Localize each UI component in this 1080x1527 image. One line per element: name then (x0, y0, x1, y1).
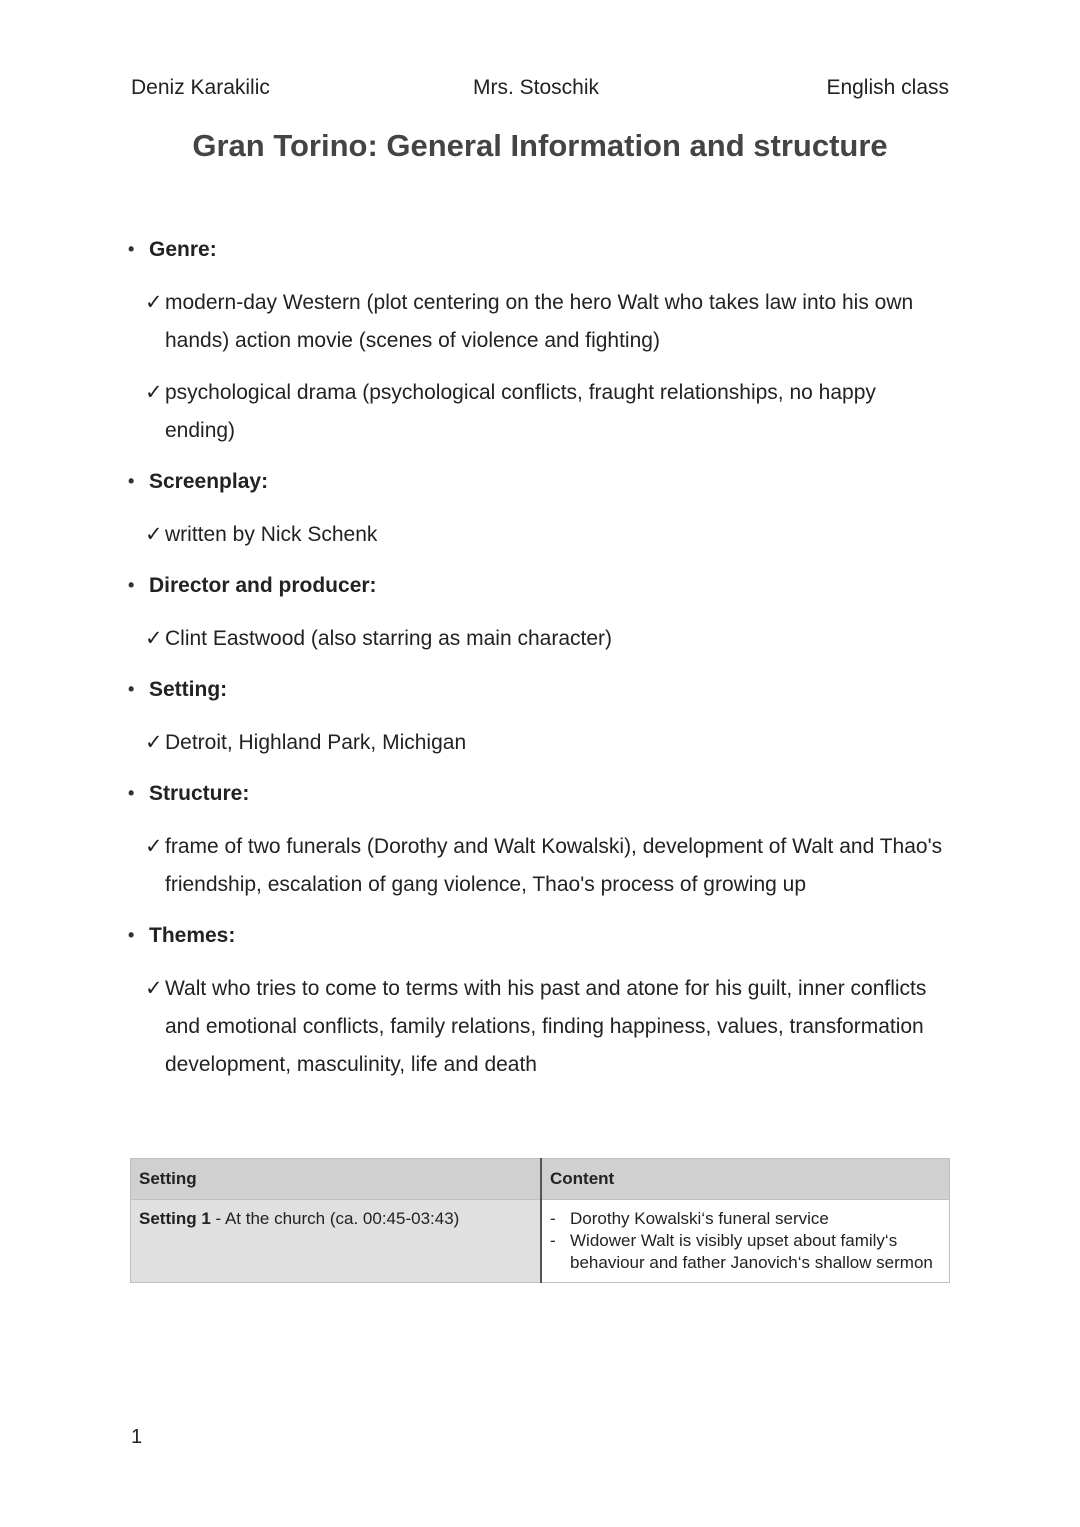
item-text: Detroit, Highland Park, Michigan (165, 731, 467, 754)
item-text: Walt who tries to come to terms with his past and atone for his guilt, inner conflicts and emotional conflicts, family relations, finding happiness, values, transformation development, masculinity, life and death (165, 977, 927, 1076)
section-heading: Screenplay: (149, 470, 269, 493)
dash-icon: - (550, 1231, 556, 1250)
section-heading: Themes: (149, 924, 236, 947)
section-structure (0, 776, 1080, 918)
checkmark-icon: ✓ (145, 381, 163, 404)
section-themes (0, 918, 1080, 1084)
list-item (145, 284, 950, 360)
item-text: frame of two funerals (Dorothy and Walt Kowalski), development of Walt and Thao's friendship, escalation of gang violence, Thao's process of growing up (165, 835, 943, 896)
setting-detail: - At the church (ca. 00:45-03:43) (210, 1209, 460, 1228)
list-item (145, 374, 950, 450)
content-list (550, 1208, 941, 1274)
list-item: - Dorothy Kowalski‘s funeral service (550, 1209, 829, 1228)
content-cell (541, 1200, 950, 1283)
list-item (145, 828, 950, 904)
section-genre (0, 232, 1080, 464)
info-sections (0, 232, 1080, 1084)
section-heading: Structure: (149, 782, 250, 805)
checkmark-icon: ✓ (145, 731, 163, 754)
bullet-icon: • (128, 471, 135, 491)
setting-cell (131, 1200, 542, 1283)
checkmark-icon: ✓ (145, 835, 163, 858)
section-setting (0, 672, 1080, 776)
bullet-icon: • (128, 679, 135, 699)
section-director (0, 568, 1080, 672)
student-name: Deniz Karakilic (131, 76, 270, 99)
section-heading: Setting: (149, 678, 228, 701)
page-header (131, 76, 949, 106)
checkmark-icon: ✓ (145, 977, 163, 1000)
table-header-row (131, 1159, 950, 1200)
document-title: Gran Torino: General Information and structure (192, 128, 888, 163)
item-text: modern-day Western (plot centering on the hero Walt who takes law into his own hands) action movie (scenes of violence and fighting) (165, 291, 914, 352)
checkmark-icon: ✓ (145, 523, 163, 546)
page-number: 1 (131, 1426, 143, 1448)
setting-label: Setting 1 (139, 1209, 211, 1228)
table-row (131, 1200, 950, 1283)
list-item: - Widower Walt is visibly upset about family‘s behaviour and father Janovich‘s shallow sermon (550, 1231, 933, 1272)
list-item (145, 516, 950, 554)
list-item (145, 620, 950, 658)
item-text: Clint Eastwood (also starring as main character) (165, 627, 613, 650)
item-text: written by Nick Schenk (165, 523, 378, 546)
structure-table (130, 1158, 950, 1283)
checkmark-icon: ✓ (145, 291, 163, 314)
section-heading: Director and producer: (149, 574, 377, 597)
section-heading: Genre: (149, 238, 217, 261)
bullet-icon: • (128, 783, 135, 803)
class-name: English class (826, 76, 949, 99)
bullet-icon: • (128, 925, 135, 945)
item-text: psychological drama (psychological conflicts, fraught relationships, no happy ending) (165, 381, 876, 442)
section-screenplay (0, 464, 1080, 568)
column-header-setting: Setting (131, 1159, 542, 1200)
checkmark-icon: ✓ (145, 627, 163, 650)
list-item (145, 724, 950, 762)
dash-icon: - (550, 1209, 556, 1228)
bullet-icon: • (128, 575, 135, 595)
list-item (145, 970, 950, 1084)
teacher-name: Mrs. Stoschik (473, 76, 600, 99)
bullet-icon: • (128, 239, 135, 259)
column-header-content: Content (541, 1159, 950, 1200)
